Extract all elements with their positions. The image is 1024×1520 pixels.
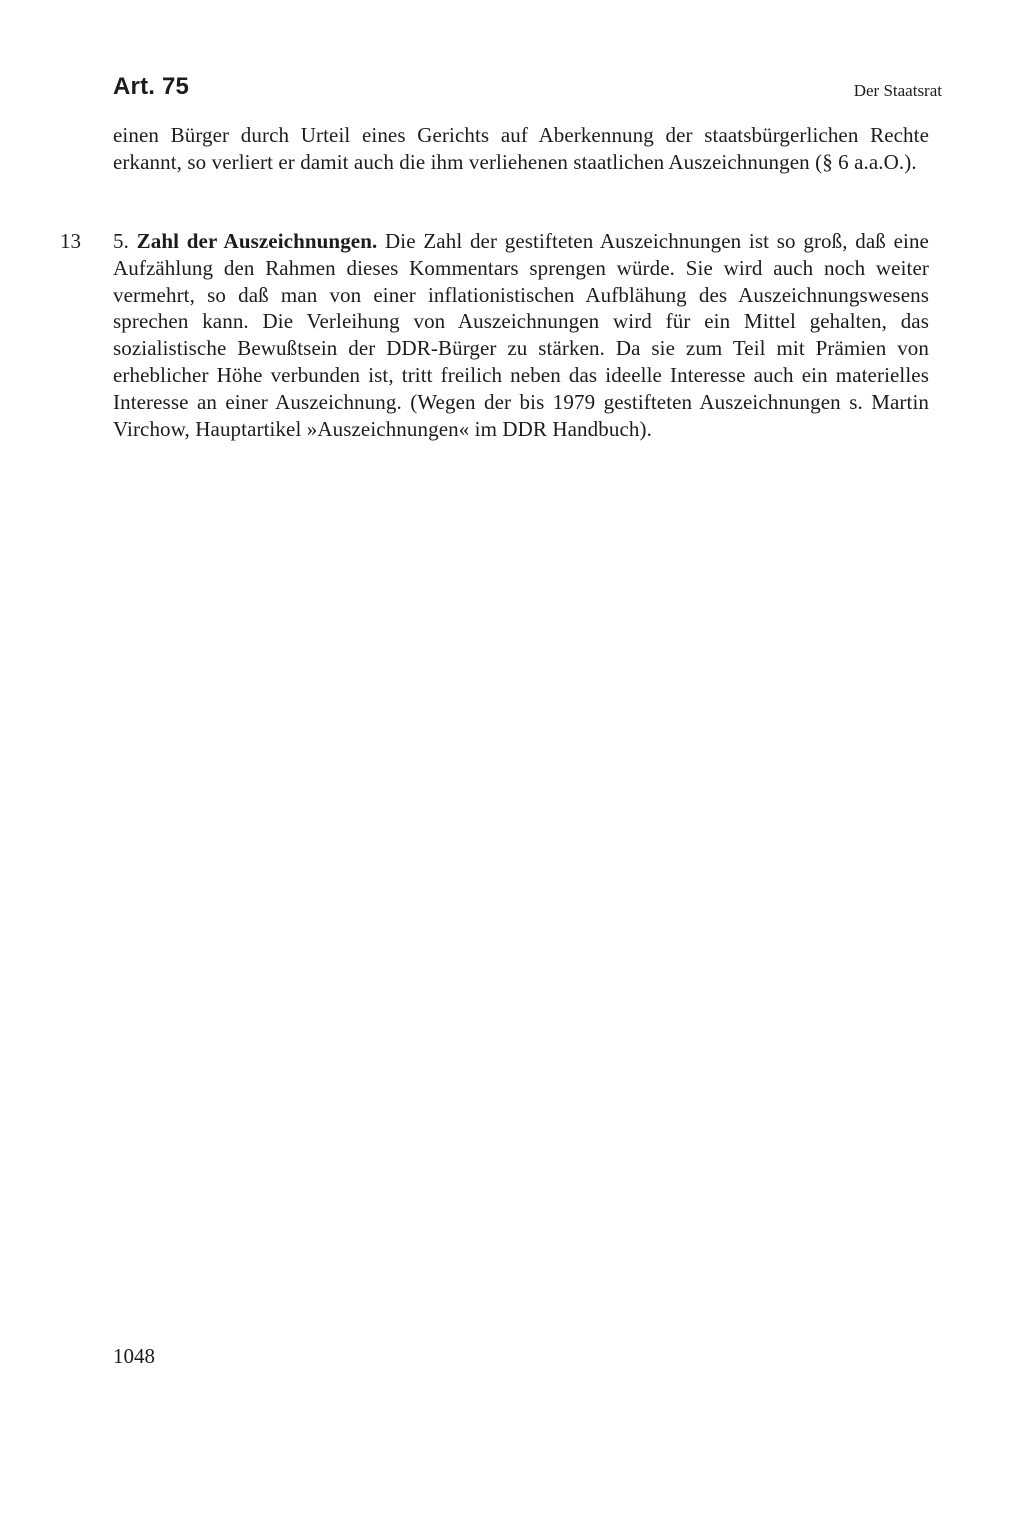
section-number: 5. (113, 229, 129, 253)
section-heading: Zahl der Auszeichnungen. (136, 229, 378, 253)
continuation-paragraph: einen Bürger durch Urteil eines Gerichts auf Aberkennung der staatsbürgerlichen Rechte erkannt, so verliert er damit auch die ihm verliehenen staatlichen Auszeichnungen (§ 6 a.a.O.). (113, 123, 929, 174)
paragraph-13 (113, 228, 929, 442)
running-header-article: Art. 75 (113, 73, 190, 100)
paragraph-text: Die Zahl der gestifteten Auszeichnungen ist so groß, daß eine Aufzählung den Rahmen dieses Kommentars sprengen würde. Sie wird auch noch weiter vermehrt, so daß man von einer inflationistischen Aufblähung des Auszeichnungswesens sprechen kann. Die Verleihung von Auszeichnungen wird für ein Mittel gehalten, das sozialistische Bewußtsein der DDR-Bürger zu stärken. Da sie zum Teil mit Prämien von erheblicher Höhe verbunden ist, tritt freilich neben das ideelle Interesse auch ein materielles Interesse an einer Auszeichnung. (Wegen der bis 1979 gestifteten Auszeichnungen s. Martin Virchow, Hauptartikel »Auszeichnungen« im DDR Handbuch). (113, 229, 929, 441)
running-header-section: Der Staatsrat (853, 81, 942, 100)
margin-number: 13 (60, 229, 81, 253)
page-number: 1048 (113, 1344, 155, 1368)
